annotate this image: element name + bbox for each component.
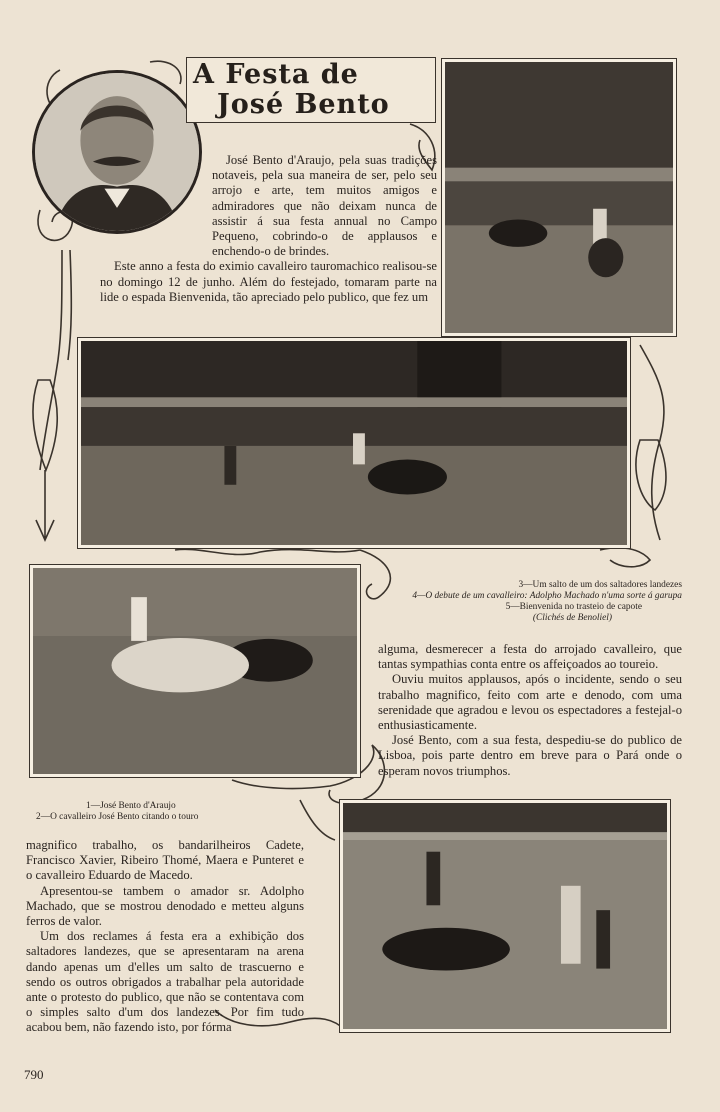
- title-line-1: A Festa de: [193, 59, 359, 90]
- photo-debute-cavalleiro: [30, 565, 360, 777]
- caption-3: 3—Um salto de um dos saltadores landezes: [518, 580, 682, 590]
- bottom-paragraph-3: Um dos reclames á festa era a exhibição dos saltadores landezes, que se apresentaram na arena dando apenas um d'elles um salto de trascuerno e sendo os outros obrigados a trabalhar pela autoridade ante o protesto do publico, que não se contentava com o simples salto d'um dos landezes. Por fim tudo acabou bem, não fazendo isto, por fórma: [26, 929, 304, 1035]
- middle-paragraph-3: José Bento, com a sua festa, despediu-se do publico de Lisboa, pois parte dentro em breve para o Pará onde o esperam novos triumphos.: [378, 733, 682, 778]
- bottom-paragraph-2: Apresentou-se tambem o amador sr. Adolpho Machado, que se mostrou denodado e metteu alguns ferros de valor.: [26, 883, 304, 929]
- caption-2: 2—O cavalleiro José Bento citando o touro: [36, 812, 199, 822]
- photo-bienvenida-capote: [340, 800, 670, 1032]
- middle-paragraph-1: alguma, desmerecer a festa do arrojado cavalleiro, que tantas sympathias conta entre os affeiçoados ao toureio.: [378, 642, 682, 672]
- intro-text: [100, 153, 437, 305]
- photo-cavalleiro-citando: [442, 59, 676, 336]
- title-line-2: José Bento: [217, 89, 390, 120]
- title-box: [186, 57, 436, 123]
- caption-1: 1—José Bento d'Araujo: [86, 801, 176, 811]
- middle-paragraph-2: Ouviu muitos applausos, após o incidente, sendo o seu trabalho magnifico, feito com arte e denodo, com uma serenidade que agradou e levou os espectadores a festejal-o enthusiasticamente.: [378, 672, 682, 733]
- intro-paragraph-1: José Bento d'Araujo, pela suas tradições notaveis, pela sua maneira de ser, pelo seu arrojo e arte, tem muitos amigos e admiradores que não deixam nunca de assistir á sua festa annual no Campo Pequeno, cobrindo-o de applausos e enchendo-o de brindes.: [212, 153, 437, 259]
- caption-5: 5—Bienvenida no trasteio de capote: [505, 602, 642, 612]
- intro-paragraph-2: Este anno a festa do eximio cavalleiro tauromachico realisou-se no domingo 12 de junho. Além do festejado, tomaram parte na lide o espada Bienvenida, tão apreciado pelo publico, que fez um: [100, 259, 437, 304]
- middle-text: [378, 642, 682, 779]
- page-number: 790: [24, 1067, 44, 1082]
- bottom-paragraph-1: magnifico trabalho, os bandarilheiros Cadete, Francisco Xavier, Ribeiro Thomé, Maera e Punteret e o cavalleiro Eduardo de Macedo.: [26, 838, 304, 883]
- captions-left: [36, 801, 296, 823]
- captions-right: [380, 580, 682, 624]
- bottom-text: [26, 838, 304, 1036]
- photo-salto-saltador: [78, 338, 630, 548]
- caption-4: 4—O debute de um cavalleiro: Adolpho Machado n'uma sorte á garupa: [412, 591, 682, 601]
- caption-credit: (Clichés de Benoliel): [532, 613, 612, 623]
